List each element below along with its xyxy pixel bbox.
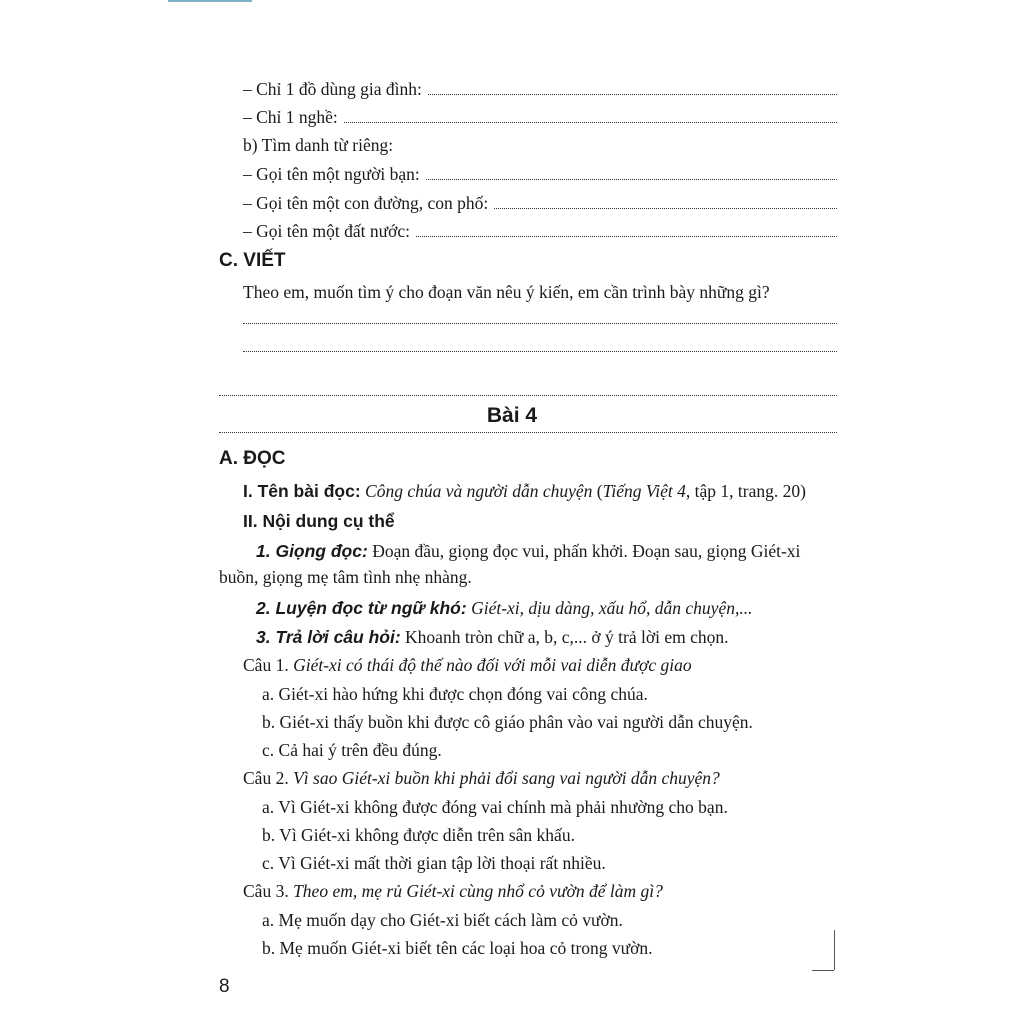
- fill-line-country-name[interactable]: [243, 220, 837, 242]
- giong-doc-text: Đoạn đầu, giọng đọc vui, phấn khởi. Đoạn sau, giọng Giét-xi: [367, 541, 801, 561]
- fill-label: – Gọi tên một con đường, con phố:: [243, 193, 489, 213]
- top-accent-bar: [168, 0, 252, 2]
- source-rest: , tập 1, trang. 20): [685, 481, 806, 501]
- question-text: Giét-xi có thái độ thế nào đối với mỗi vai diễn được giao: [293, 655, 692, 675]
- question-1: [243, 654, 692, 676]
- reading-title-label: I. Tên bài đọc:: [243, 481, 361, 501]
- giong-doc-line: [256, 540, 800, 562]
- answer-line-1[interactable]: [243, 323, 837, 324]
- source-open: (: [592, 481, 603, 501]
- tra-loi-label: 3. Trả lời câu hỏi:: [256, 627, 401, 647]
- content-heading: II. Nội dung cụ thể: [243, 511, 395, 531]
- fill-line-friend-name[interactable]: [243, 163, 837, 185]
- luyen-doc-words: Giét-xi, dịu dàng, xấu hổ, dẫn chuyện,...: [466, 598, 753, 618]
- tra-loi-line: [256, 626, 729, 648]
- question-2-option-b[interactable]: b. Vì Giét-xi không được diễn trên sân khấu.: [262, 825, 575, 845]
- answer-line-2[interactable]: [243, 351, 837, 352]
- section-doc-heading: A. ĐỌC: [219, 448, 286, 469]
- fill-label: – Chỉ 1 đồ dùng gia đình:: [243, 79, 422, 99]
- giong-doc-line-2: buồn, giọng mẹ tâm tình nhẹ nhàng.: [219, 567, 472, 587]
- question-prefix: Câu 1.: [243, 655, 289, 675]
- fill-label: – Gọi tên một người bạn:: [243, 164, 420, 184]
- question-text: Theo em, mẹ rủ Giét-xi cùng nhổ cỏ vườn để làm gì?: [293, 881, 663, 901]
- question-3-option-a[interactable]: a. Mẹ muốn dạy cho Giét-xi biết cách làm cỏ vườn.: [262, 910, 623, 930]
- fill-line-street-name[interactable]: [243, 192, 837, 214]
- lesson-divider-top: [219, 395, 837, 396]
- giong-doc-label: 1. Giọng đọc:: [256, 541, 368, 561]
- answer-blank[interactable]: [344, 106, 837, 123]
- fill-label: – Gọi tên một đất nước:: [243, 221, 410, 241]
- fill-label: – Chỉ 1 nghề:: [243, 107, 338, 127]
- question-3: [243, 880, 663, 902]
- luyen-doc-line: [256, 597, 752, 619]
- fill-line-profession[interactable]: [243, 106, 837, 128]
- reading-title-line: [243, 480, 806, 502]
- answer-blank[interactable]: [428, 78, 837, 95]
- question-1-option-b[interactable]: b. Giét-xi thấy buồn khi được cô giáo phân vào vai người dẫn chuyện.: [262, 712, 753, 732]
- section-viet-heading: C. VIẾT: [219, 250, 286, 271]
- viet-question: Theo em, muốn tìm ý cho đoạn văn nêu ý kiến, em cần trình bày những gì?: [243, 282, 770, 302]
- question-2-option-c[interactable]: c. Vì Giét-xi mất thời gian tập lời thoại rất nhiều.: [262, 853, 606, 873]
- question-3-option-b[interactable]: b. Mẹ muốn Giét-xi biết tên các loại hoa cỏ trong vườn.: [262, 938, 653, 958]
- lesson-title: Bài 4: [486, 404, 538, 427]
- reading-title: Công chúa và người dẫn chuyện: [365, 481, 593, 501]
- question-prefix: Câu 2.: [243, 768, 289, 788]
- source-book: Tiếng Việt 4: [602, 481, 686, 501]
- luyen-doc-label: 2. Luyện đọc từ ngữ khó:: [256, 598, 467, 618]
- question-1-option-c[interactable]: c. Cả hai ý trên đều đúng.: [262, 740, 442, 760]
- tra-loi-text: Khoanh tròn chữ a, b, c,... ở ý trả lời em chọn.: [400, 627, 729, 647]
- section-b-title: b) Tìm danh từ riêng:: [243, 135, 394, 155]
- answer-blank[interactable]: [416, 220, 837, 237]
- question-2: [243, 767, 720, 789]
- lesson-divider-bottom: [219, 432, 837, 433]
- question-1-option-a[interactable]: a. Giét-xi hào hứng khi được chọn đóng vai công chúa.: [262, 684, 648, 704]
- page-corner-mark: [834, 930, 835, 970]
- fill-line-household-item[interactable]: [243, 78, 837, 100]
- question-text: Vì sao Giét-xi buồn khi phải đổi sang vai người dẫn chuyện?: [293, 768, 720, 788]
- answer-blank[interactable]: [494, 192, 837, 209]
- question-prefix: Câu 3.: [243, 881, 289, 901]
- page-number: 8: [219, 976, 230, 997]
- answer-blank[interactable]: [426, 163, 837, 180]
- question-2-option-a[interactable]: a. Vì Giét-xi không được đóng vai chính mà phải nhường cho bạn.: [262, 797, 728, 817]
- page-corner-mark-bottom: [812, 970, 834, 971]
